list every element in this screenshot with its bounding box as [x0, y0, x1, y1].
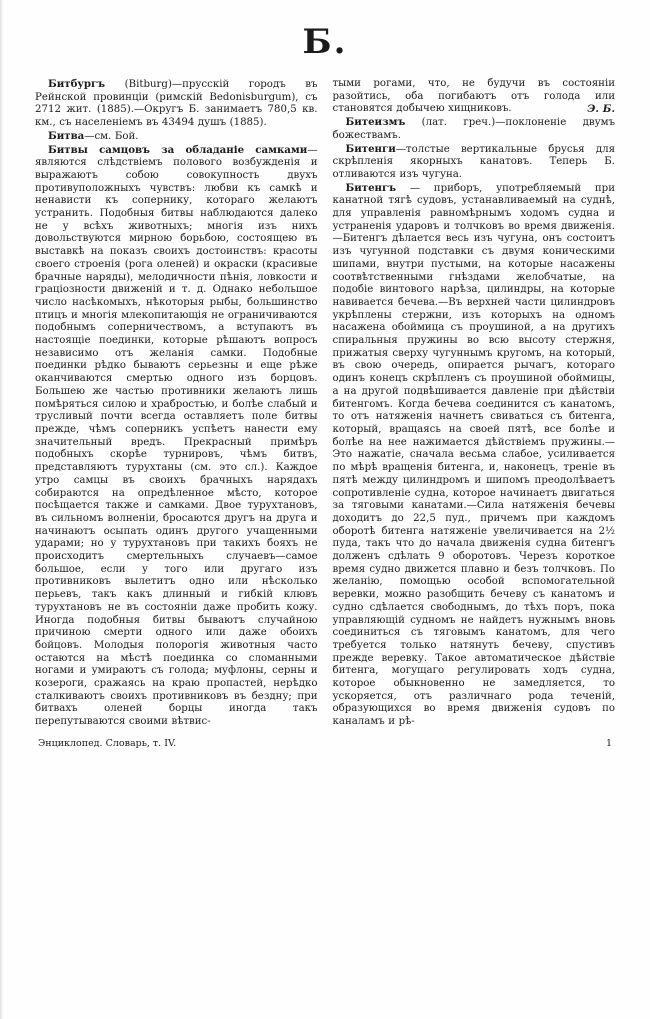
text-columns: [35, 78, 615, 729]
column-left: [35, 78, 318, 729]
article-paragraph: Битенги—толстые вертикальные брусья для скрѣпленія якорныхъ канатовъ. Теперь Б. отливаются изъ чугуна.: [332, 142, 615, 180]
page-footer: [35, 738, 615, 749]
article-term: Битва: [48, 129, 85, 142]
page-number: 1: [605, 737, 612, 749]
article-paragraph: Битеизмъ (лат. греч.)—поклоненіе двумъ божествамъ.: [332, 116, 615, 141]
page-heading-letter: Б.: [302, 22, 348, 62]
article-term: Битбургъ: [48, 78, 106, 90]
article-paragraph: Битвы самцовъ за обладаніе самками—являются слѣдствіемъ полового возбужденія и выражаютъ собою совокупность двухъ противуположныхъ чувствъ: любви къ самкѣ и ненависти къ сопернику, котораго желаютъ устранить. Подобныя битвы наблюдаются далеко не у всѣхъ животныхъ; многія изъ нихъ довольствуются мирною борьбою, состоящею въ выставкѣ на показъ своихъ достоинствъ: красоты своего строенія (рога оленей) и окраски (красивые брачные наряды), мелодичности пѣнія, ловкости и граціозности движеній и т. д. Однако небольшое число насѣкомыхъ, нѣкоторыя рыбы, большинство птицъ и многія млекопитающія не ограничиваются подобнымъ соперничествомъ, а вступаютъ въ настоящіе поединки, которые рѣшаютъ вопросъ независимо отъ желанія самки. Подобные поединки рѣдко бываютъ серьезны и еще рѣже оканчиваются смертью одного изъ борцовъ. Большею же частью противники желаютъ лишь помѣряться силою и храбростью, и болѣе слабый и трусливый почти всегда оставляетъ поле битвы прежде, чѣмъ соперникъ успѣетъ нанести ему значительный вредъ. Прекрасный примѣръ подобныхъ скорѣе турнировъ, чѣмъ битвъ, представляютъ турухтаны (см. это сл.). Каждое утро самцы въ своихъ брачныхъ нарядахъ собираются на опредѣленное мѣсто, которое посѣщается также и самками. Двое турухтановъ, въ сильномъ волненіи, бросаются другъ на друга и начинаютъ осыпать одинъ другого учащенными ударами; но у турухтановъ при такихъ бояхъ не происходитъ смертельныхъ случаевъ—самое большое, если у того или другаго изъ противниковъ вылетитъ одно или нѣсколько перьевъ, такъ какъ длинный и гибкій клювъ турухтановъ не въ состояніи даже пробить кожу. Иногда подобныя битвы бываютъ случайною причиною смерти одного или даже обоихъ бойцовъ. Молодыя полорогія животныя часто остаются на мѣстѣ поединка со сломанными ногами и умираютъ съ голода; муфлоны, серны и козероги, сражаясь на краю пропастей, нерѣдко сталкиваютъ своихъ противниковъ въ бездну; при битвахъ оленей борцы иногда такъ перепутываются своими вѣтвис-: [35, 143, 318, 728]
column-right: [333, 78, 616, 729]
article-paragraph: Битбургъ (Bitburg)—прусскій городъ въ Рейнской провинціи (римскій Bedonisburgum), съ 2712 жит. (1885).—Округъ Б. занимаетъ 780,5 кв. км., съ населеніемъ въ 43494 душъ (1885).: [35, 78, 318, 129]
article-term: Битеизмъ: [345, 116, 406, 129]
article-paragraph: Битва—см. Бой.: [48, 129, 139, 142]
author-signature: Э. Б.: [587, 103, 615, 116]
article-term: Битенгъ: [345, 181, 397, 194]
volume-label: Энциклопед. Словарь, т. IV.: [38, 737, 177, 749]
article-term: Битвы самцовъ за обладаніе самками: [48, 143, 308, 156]
article-term: Битенги: [345, 142, 396, 155]
article-paragraph: Битенгъ — приборъ, употребляемый при канатной тягѣ судовъ, устанавливаемый на суднѣ, для управленія равномѣрнымъ ходомъ судна и устраненія ударовъ и толчковъ во время движенія.—Битенгъ дѣлается весь изъ чугуна, онъ состоитъ изъ чугунной подставки съ двумя коническими шипами, внутри пустыми, на которые насажены соотвѣтственными гнѣздами желобчатые, на подобіе винтового нарѣза, цилиндры, на которые навивается бечева.—Въ верхней части цилиндровъ укрѣплены стержни, изъ которыхъ на одномъ насажена обоймица съ проушиной, а на другихъ спиральныя пружины во всю высоту стержня, прижатыя сверху чугуннымъ кругомъ, на который, въ свою очередь, опирается рычагъ, котораго одинъ конецъ скрѣпленъ съ проушиной обоймицы, а на другой подвѣшивается давленіе при дѣйствіи битенгомъ. Когда бечева соединится съ канатомъ, то отъ натяженія начнетъ свиваться съ битенга, который, вращаясь на своей пятѣ, все болѣе и болѣе на нее нажимается дѣйствіемъ пружины.—Это нажатіе, сначала весьма слабое, усиливается по мѣрѣ вращенія битенга, и, наконецъ, треніе въ пятѣ между цилиндромъ и шипомъ преодолѣваетъ сопротивленіе судна, которое начинаетъ двигаться за тяговыми канатами.—Сила натяженія бечевы доходитъ до 22,5 пуд., причемъ при каждомъ оборотѣ битенга натяженіе увеличивается на 2½ пуда, такъ что до начала движенія судна битенгъ долженъ сдѣлать 9 оборотовъ. Черезъ короткое время судно движется плавно и безъ толчковъ. По желанію, помощью особой вспомогательной веревки, можно разобщить бечеву съ канатомъ и судно сдѣлается свободнымъ, до тѣхъ поръ, пока управляющій судномъ не найдетъ нужнымъ вновь соединиться съ тяговымъ канатомъ, для чего требуется только натянуть бечеву, спустивъ прежде веревку. Такое автоматическое дѣйствіе битенга, могущаго регулировать ходъ судна, которое обыкновенно не замедляется, то ускоряется, отъ различнаго рода теченій, образующихся во время движенія судовъ по каналамъ и рѣ-: [332, 181, 615, 728]
article-paragraph: тыми рогами, что, не будучи въ состояніи разойтись, оба погибаютъ отъ голода или становятся добычею хищниковъ. Э. Б.: [332, 78, 615, 116]
